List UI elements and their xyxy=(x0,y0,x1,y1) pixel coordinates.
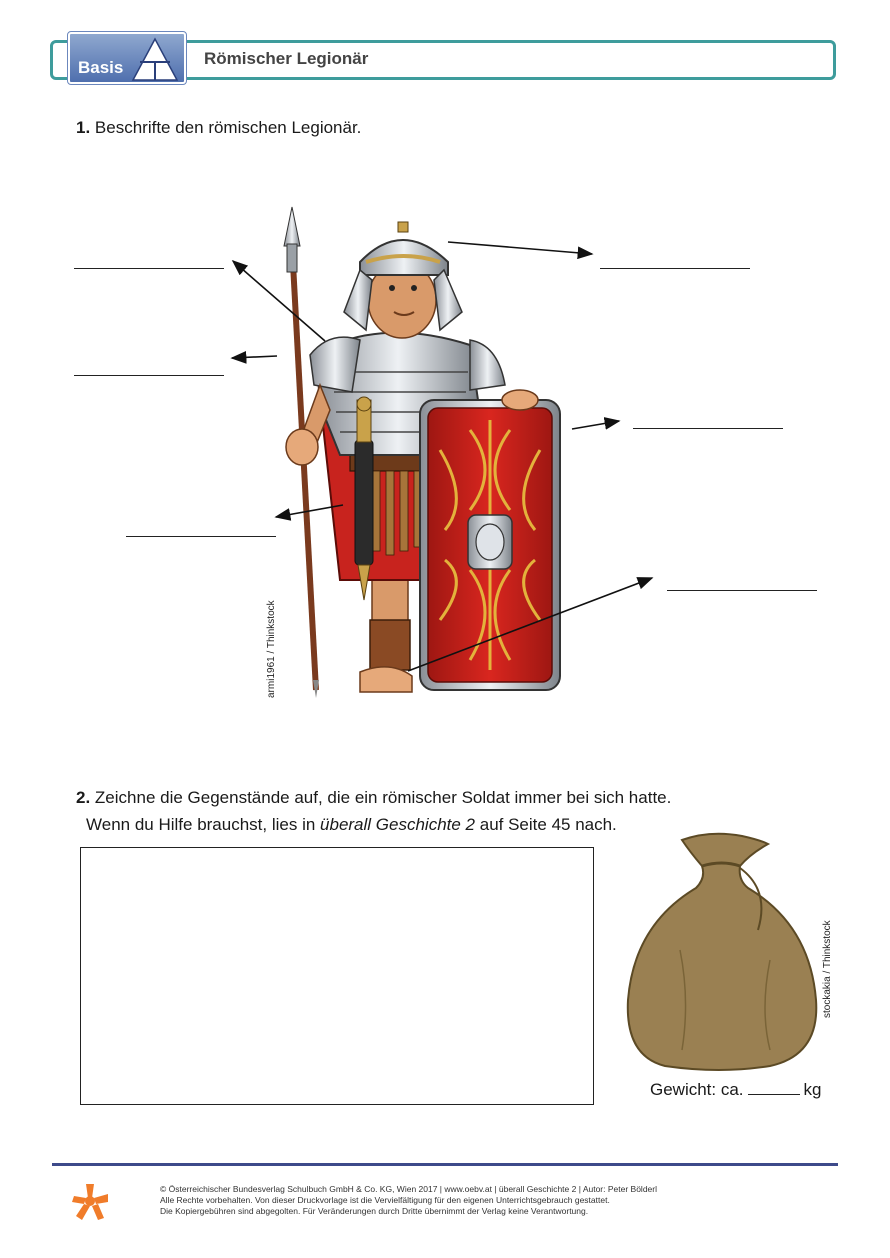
answer-line-1[interactable] xyxy=(74,268,224,269)
task2-line1: Zeichne die Gegenstände auf, die ein römischer Soldat immer bei sich hatte. xyxy=(94,788,672,807)
basis-badge xyxy=(68,32,186,84)
answer-line-4[interactable] xyxy=(633,428,783,429)
scutum-shield xyxy=(420,390,560,690)
head-helmet xyxy=(344,222,462,338)
basis-label: Basis xyxy=(78,58,124,77)
weight-field xyxy=(650,1080,822,1100)
task2-hint xyxy=(86,815,617,835)
task2-line2-post: auf Seite 45 nach. xyxy=(475,815,617,834)
legionary-illustration xyxy=(0,180,890,720)
weight-label: Gewicht: ca. xyxy=(650,1080,744,1099)
footer-line-1: © Österreichischer Bundesverlag Schulbuch GmbH & Co. KG, Wien 2017 | www.oebv.at | überall Geschichte 2 | Autor: Peter Bölderl xyxy=(160,1184,657,1194)
task2-book-title: überall Geschichte 2 xyxy=(320,815,476,834)
footer-line-3: Die Kopiergebühren sind abgegolten. Für Veränderungen durch Dritte übernimmt der Verlag keine Verantwortung. xyxy=(160,1206,589,1216)
task2-line2-pre: Wenn du Hilfe brauchst, lies in xyxy=(86,815,321,834)
answer-line-3[interactable] xyxy=(74,375,224,376)
triangle-icon xyxy=(130,36,180,82)
answer-line-5[interactable] xyxy=(126,536,276,537)
footer-text xyxy=(160,1184,657,1217)
task2-prompt xyxy=(76,788,671,808)
soldier-credit: armi1961 / Thinkstock xyxy=(266,600,277,698)
task1-number: 1. xyxy=(76,118,91,137)
footer-line-2: Alle Rechte vorbehalten. Von dieser Druckvorlage ist die Vervielfältigung für den eigenen Unterrichtsgebrauch gestattet. xyxy=(160,1195,610,1205)
answer-line-6[interactable] xyxy=(667,590,817,591)
footer-rule xyxy=(52,1163,838,1166)
answer-line-2[interactable] xyxy=(600,268,750,269)
legs xyxy=(360,570,412,692)
publisher-logo-icon xyxy=(70,1182,110,1222)
sack-credit: stockakia / Thinkstock xyxy=(822,920,833,1018)
sack-illustration xyxy=(620,830,830,1075)
task1-text: Beschrifte den römischen Legionär. xyxy=(94,118,362,137)
weight-unit: kg xyxy=(803,1080,822,1099)
page-title: Römischer Legionär xyxy=(204,49,369,68)
task2-number: 2. xyxy=(76,788,91,807)
right-arm xyxy=(286,385,330,465)
drawing-box[interactable] xyxy=(80,847,594,1105)
weight-blank[interactable] xyxy=(748,1081,800,1095)
task1-prompt xyxy=(76,118,361,138)
